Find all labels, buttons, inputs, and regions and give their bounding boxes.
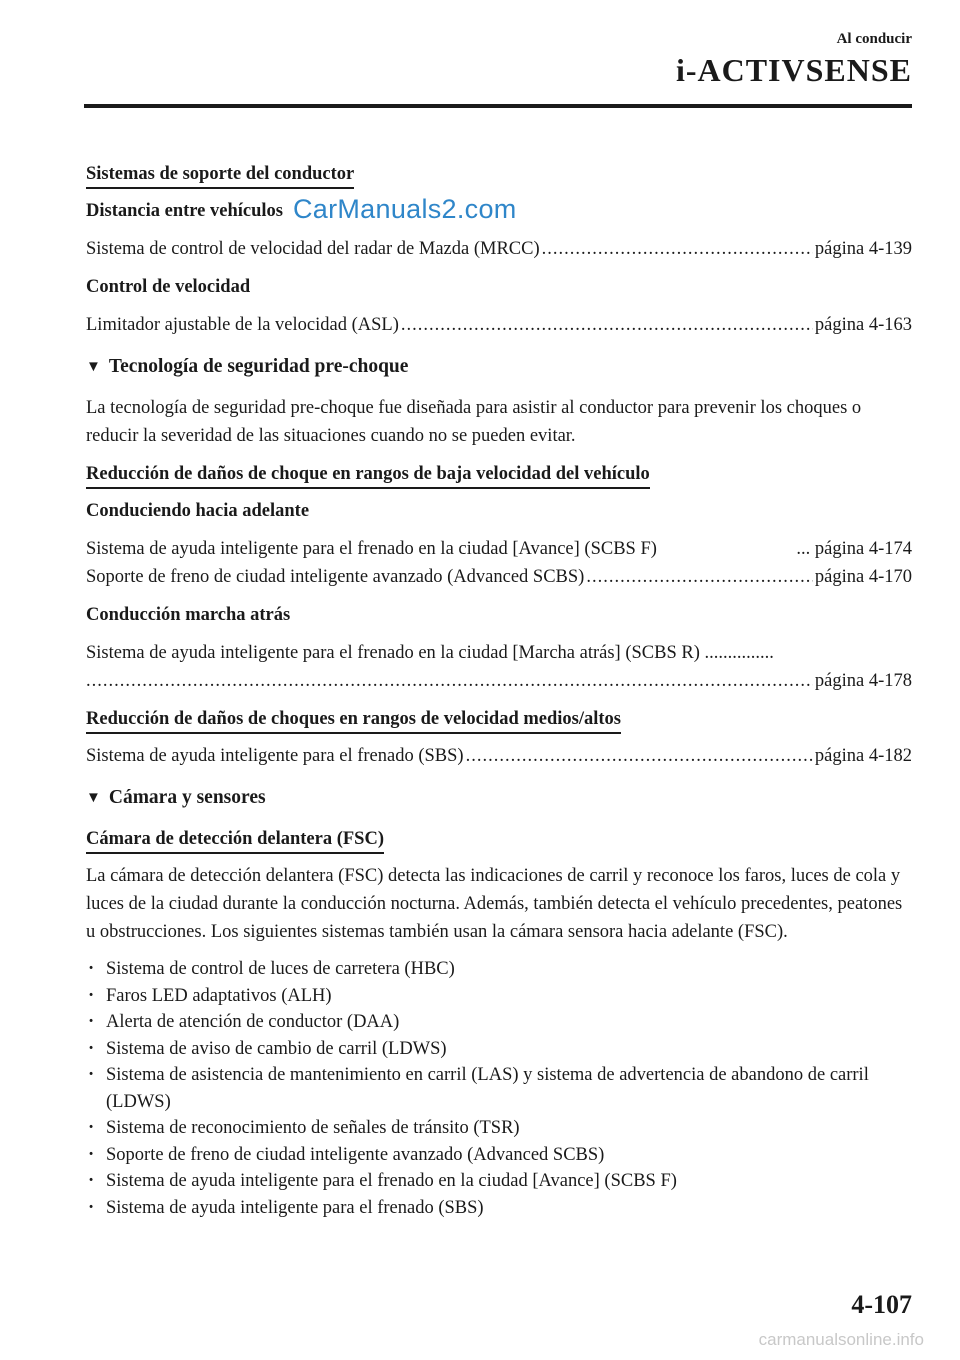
list-item: · Soporte de freno de ciudad inteligente avanzado (Advanced SCBS) bbox=[86, 1142, 912, 1169]
triangle-down-icon: ▼ bbox=[86, 359, 101, 375]
toc-page-ref: página 4-178 bbox=[814, 671, 912, 691]
toc-leader bbox=[401, 311, 813, 339]
toc-page-ref: ... página 4-174 bbox=[796, 539, 912, 559]
section-heading-mid-speed: Reducción de daños de choques en rangos de velocidad medios/altos bbox=[86, 707, 621, 734]
list-item: · Faros LED adaptativos (ALH) bbox=[86, 983, 912, 1010]
toc-page-ref: página 4-170 bbox=[814, 567, 912, 587]
toc-leader bbox=[466, 742, 813, 770]
carmanuals-watermark: CarManuals2.com bbox=[292, 194, 517, 224]
subheading-speed-control: Control de velocidad bbox=[86, 277, 251, 297]
toc-leader bbox=[542, 235, 813, 263]
triangle-down-icon: ▼ bbox=[86, 790, 101, 806]
list-item: · Sistema de asistencia de mantenimiento en carril (LAS) y sistema de advertencia de abandono de carril (LDWS) bbox=[86, 1062, 912, 1115]
toc-leader bbox=[586, 563, 813, 591]
toc-page-ref: página 4-139 bbox=[814, 239, 912, 259]
paragraph-fsc-intro: La cámara de detección delantera (FSC) detecta las indicaciones de carril y reconoce los faros, luces de cola y luces de la ciudad durante la conducción nocturna. Además, también detecta el vehículo precedentes, peatones u obstrucciones. Los siguientes sistemas también usan la cámara sensora hacia adelante (FSC). bbox=[86, 866, 903, 942]
toc-entry-scbs-r-line1: Sistema de ayuda inteligente para el frenado en la ciudad [Marcha atrás] (SCBS R) ............... bbox=[86, 643, 774, 663]
toc-leader bbox=[86, 667, 813, 695]
toc-entry-sbs bbox=[86, 742, 912, 770]
toc-entry-text: Sistema de ayuda inteligente para el frenado en la ciudad [Avance] (SCBS F) bbox=[86, 539, 657, 559]
list-item: · Sistema de aviso de cambio de carril (LDWS) bbox=[86, 1036, 912, 1063]
footer-watermark: carmanualsonline.info bbox=[758, 1330, 924, 1349]
toc-entry-asl bbox=[86, 311, 912, 339]
fsc-systems-list bbox=[86, 956, 912, 1221]
toc-page-ref: página 4-182 bbox=[814, 746, 912, 766]
heading-camera-sensors-label: Cámara y sensores bbox=[108, 787, 266, 808]
header-divider bbox=[84, 104, 912, 108]
list-item: · Sistema de control de luces de carretera (HBC) bbox=[86, 956, 912, 983]
list-item: · Sistema de ayuda inteligente para el frenado (SBS) bbox=[86, 1195, 912, 1222]
subheading-distance bbox=[86, 194, 912, 225]
list-item: · Sistema de reconocimiento de señales de tránsito (TSR) bbox=[86, 1115, 912, 1142]
page-header bbox=[676, 30, 912, 90]
page-content bbox=[86, 160, 912, 1221]
section-heading-low-speed: Reducción de daños de choque en rangos de baja velocidad del vehículo bbox=[86, 462, 650, 489]
toc-entry-text: Sistema de control de velocidad del radar de Mazda (MRCC) bbox=[86, 239, 540, 259]
list-item: · Sistema de ayuda inteligente para el frenado en la ciudad [Avance] (SCBS F) bbox=[86, 1168, 912, 1195]
toc-page-ref: página 4-163 bbox=[814, 315, 912, 335]
subheading-reverse: Conducción marcha atrás bbox=[86, 605, 291, 625]
toc-entry-advanced-scbs bbox=[86, 563, 912, 591]
subheading-distance-label: Distancia entre vehículos bbox=[86, 201, 283, 221]
subheading-forward: Conduciendo hacia adelante bbox=[86, 501, 310, 521]
heading-camera-sensors bbox=[86, 784, 912, 813]
heading-pre-crash-label: Tecnología de seguridad pre-choque bbox=[108, 356, 409, 377]
toc-entry-text: Sistema de ayuda inteligente para el frenado (SBS) bbox=[86, 746, 464, 766]
toc-entry-text: Limitador ajustable de la velocidad (ASL) bbox=[86, 315, 399, 335]
heading-pre-crash bbox=[86, 353, 912, 382]
section-heading-fsc: Cámara de detección delantera (FSC) bbox=[86, 827, 384, 854]
chapter-title: Al conducir bbox=[836, 31, 912, 47]
toc-entry-text: Soporte de freno de ciudad inteligente avanzado (Advanced SCBS) bbox=[86, 567, 585, 587]
page-number: 4-107 bbox=[851, 1290, 912, 1319]
section-title: i-ACTIVSENSE bbox=[675, 52, 912, 88]
toc-entry-scbs-r-line2 bbox=[86, 667, 912, 695]
list-item: · Alerta de atención de conductor (DAA) bbox=[86, 1009, 912, 1036]
paragraph-pre-crash-intro: La tecnología de seguridad pre-choque fue diseñada para asistir al conductor para prevenir los choques o reducir la severidad de las situaciones cuando no se pueden evitar. bbox=[86, 398, 862, 446]
toc-entry-scbs-f bbox=[86, 535, 912, 563]
toc-entry-mrcc bbox=[86, 235, 912, 263]
section-heading-driver-support: Sistemas de soporte del conductor bbox=[86, 162, 354, 189]
